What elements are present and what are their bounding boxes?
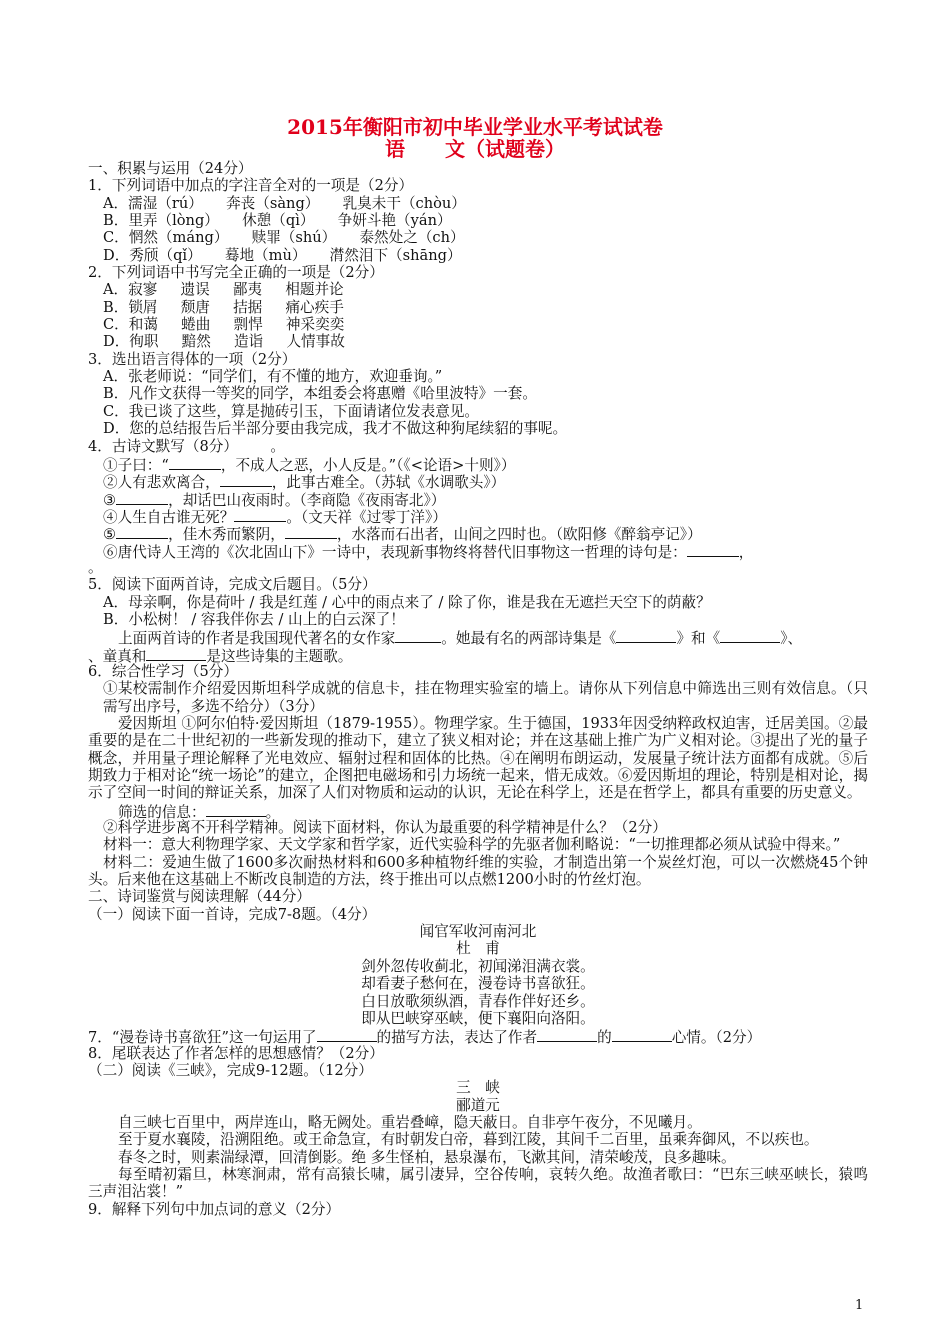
- answer-blank[interactable]: [612, 1027, 672, 1042]
- page-number: 1: [855, 1298, 864, 1313]
- dictation-item: [88, 472, 868, 492]
- fill-line: 筛选的信息： 。: [118, 803, 281, 821]
- question: 1．下列词语中加点的字注音全对的一项是（2分）: [88, 177, 414, 195]
- answer-blank[interactable]: [116, 490, 168, 505]
- answer-blank[interactable]: [234, 507, 286, 522]
- answer-blank[interactable]: [285, 524, 337, 539]
- dictation-item: [88, 524, 868, 544]
- answer-blank[interactable]: [220, 472, 272, 487]
- sub-question: ②科学进步离不开科学精神。阅读下面材料，你认为最重要的科学精神是什么？（2分）: [103, 819, 667, 837]
- poem-line: 白日放歌须纵酒，青春作伴好还乡。: [361, 992, 595, 1010]
- fill-text: 》、: [780, 630, 803, 648]
- poem-a: A．母亲啊，你是荷叶 / 我是红莲 / 心中的雨点来了 / 除了你，谁是我在无遮拦天空下的荫蔽？: [103, 593, 711, 611]
- answer-blank[interactable]: [116, 524, 168, 539]
- essay-paragraph: 自三峡七百里中，两岸连山，略无阙处。重岩叠嶂，隐天蔽日。自非亭午夜分，不见曦月。: [118, 1113, 702, 1131]
- material-one: 材料一：意大利物理学家、天文学家和哲学家，近代实验科学的先驱者伽利略说：“一切推理都必须从试验中得来。”: [103, 836, 841, 854]
- answer-blank[interactable]: [616, 628, 676, 643]
- dictation-item: [88, 455, 868, 472]
- fill-text: 筛选的信息：: [118, 803, 206, 821]
- fill-text: 上面两首诗的作者是我国现代著名的女作家: [118, 630, 396, 648]
- answer-blank[interactable]: [206, 802, 266, 817]
- fill-line: [88, 628, 868, 648]
- dictation-text: ③: [103, 491, 117, 509]
- dictation-text: ，不成人之恶，小人反是。”（《<论语>十则》）: [220, 456, 516, 474]
- sub-question: ①某校需制作介绍爱因斯坦科学成就的信息卡，挂在物理实验室的墙上。请你从下列信息中筛选出三则有效信息。（只需写出序号，多选不给分）（3分）: [103, 680, 868, 715]
- poem-line: 剑外忽传收蓟北，初闻涕泪满衣裳。: [361, 957, 595, 975]
- dictation-text: ①子曰：“: [103, 456, 169, 474]
- dictation-text: ②人有悲欢离合，: [103, 474, 220, 492]
- info-paragraph: 爱因斯坦 ①阿尔伯特·爱因斯坦（1879-1955）。物理学家。生于德国，1933年因受纳粹政权迫害，迁居美国。②最重要的是在二十世纪初的一些新发现的推动下，建立了狭义相对论；并在这基础上推广为广义相对论。③提出了光的量子概念，并用量子理论解释了光电效应、辐射过程和固体的比热。④在阐明布朗运动，发展量子统计法方面都有成就。⑤后期致力于相对论“统一场论”的建立，企图把电磁场和引力场统一起来，惜无成效。⑥爱因斯坦的理论，特别是相对论，揭示了空间一时间的辩证关系，加深了人们对物质和运动的认识，无论在科学上，还是在哲学上，都具有重要的历史意义。: [88, 715, 868, 802]
- fill-text: 》和《: [676, 630, 721, 648]
- fill-text: 、童真和: [88, 647, 147, 665]
- answer-blank[interactable]: [687, 542, 739, 557]
- dictation-end: 。: [88, 558, 103, 576]
- exam-subtitle: 语 文（试题卷）: [385, 137, 565, 161]
- answer-blank[interactable]: [317, 1027, 377, 1042]
- poem-line: 即从巴峡穿巫峡，便下襄阳向洛阳。: [361, 1009, 595, 1027]
- option: B．里弄（lòng） 休憩（qì） 争妍斗艳（yán）: [103, 212, 452, 230]
- option: C．和蔼 蜷曲 剽悍 神采奕奕: [103, 316, 345, 334]
- option: D．您的总结报告后半部分要由我完成，我才不做这种狗尾续貂的事呢。: [103, 420, 568, 438]
- dictation-item: [88, 542, 868, 559]
- fill-text: 7．“漫卷诗书喜欲狂”这一句运用了: [88, 1029, 317, 1047]
- poem-b: B．小松树！ / 容我伴你去 / 山上的白云深了！: [103, 610, 405, 628]
- fill-text: 的: [597, 1029, 612, 1047]
- dictation-text: ⑤: [103, 526, 117, 544]
- option: A．张老师说：“同学们，有不懂的地方，欢迎垂询。”: [103, 368, 443, 386]
- essay-title: 三 峡: [456, 1079, 500, 1097]
- question: 2．下列词语中书写完全正确的一项是（2分）: [88, 264, 384, 282]
- dictation-text: ，水落而石出者，山间之四时也。（欧阳修《醉翁亭记》）: [336, 526, 702, 544]
- answer-blank[interactable]: [537, 1027, 597, 1042]
- dictation-item: [88, 490, 868, 507]
- exam-title: 2015年衡阳市初中毕业学业水平考试试卷: [287, 115, 663, 139]
- dictation-text: ，此事古难全。（苏轼《水调歌头》）: [271, 474, 506, 492]
- essay-paragraph: 每至晴初霜旦，林寒涧肃，常有高猿长啸，属引凄异，空谷传响，哀转久绝。故渔者歌曰：“巴东三峡巫峡长，猿鸣三声泪沾裳！”: [88, 1165, 868, 1201]
- option: B．锁屑 颓唐 拮据 痛心疾手: [103, 298, 344, 316]
- option: A．寂寥 遗误 鄙夷 相题并论: [103, 281, 344, 299]
- poem-author: 杜 甫: [456, 940, 500, 958]
- sub-section-heading: （二）阅读《三峡》，完成9-12题。（12分）: [88, 1061, 373, 1079]
- dictation-text: ，佳木秀而繁阴，: [168, 526, 285, 544]
- option: D．徇职 黯然 造诣 人情事故: [103, 333, 345, 351]
- dictation-text: ，: [738, 543, 754, 561]
- essay-author: 郦道元: [456, 1096, 500, 1114]
- dictation-item: [88, 507, 868, 524]
- question: 5．阅读下面两首诗，完成文后题目。（5分）: [88, 576, 377, 594]
- question: 3．选出语言得体的一项（2分）: [88, 350, 297, 368]
- option: A．濡湿（rú） 奔丧（sàng） 乳臭未干（chòu）: [103, 194, 466, 212]
- fill-text: 是这些诗集的主题歌。: [206, 647, 353, 665]
- poem-line: 却看妻子愁何在，漫卷诗书喜欲狂。: [361, 975, 595, 993]
- fill-text: 心情。（2分）: [671, 1029, 762, 1047]
- answer-blank[interactable]: [169, 455, 221, 470]
- fill-line: [88, 646, 868, 663]
- section-heading: 一、积累与运用（24分）: [88, 160, 253, 177]
- option: C．我已谈了这些，算是抛砖引玉，下面请诸位发表意见。: [103, 402, 480, 420]
- essay-paragraph: 春冬之时，则素湍绿潭，回清倒影。绝 多生怪柏，悬泉瀑布，飞漱其间，清荣峻茂，良多趣味。: [118, 1148, 736, 1166]
- answer-blank[interactable]: [395, 628, 441, 643]
- fill-text: 的描写方法，表达了作者: [376, 1029, 538, 1047]
- fill-line: [88, 1027, 868, 1047]
- sub-section-heading: （一）阅读下面一首诗，完成7-8题。（4分）: [88, 905, 377, 923]
- section-heading: 二、诗词鉴赏与阅读理解（44分）: [88, 888, 311, 906]
- poem-title: 闻官军收河南河北: [419, 923, 537, 941]
- question: 4．古诗文默写（8分） 。: [88, 437, 285, 455]
- question: 8．尾联表达了作者怎样的思想感情？（2分）: [88, 1044, 384, 1062]
- option: D．秀颀（qǐ） 蓦地（mù） 潸然泪下（shāng）: [103, 246, 462, 264]
- dictation-text: ④人生自古谁无死？: [103, 508, 235, 526]
- essay-paragraph: 至于夏水襄陵，沿溯阻绝。或王命急宣，有时朝发白帝，暮到江陵，其间千二百里，虽乘奔御风，不以疾也。: [118, 1131, 819, 1149]
- dictation-text: ⑥唐代诗人王湾的《次北固山下》一诗中，表现新事物终将替代旧事物这一哲理的诗句是：: [103, 543, 687, 561]
- answer-blank[interactable]: [146, 646, 206, 661]
- question: 6．综合性学习（5分）: [88, 662, 238, 680]
- question: 9．解释下列句中加点词的意义（2分）: [88, 1200, 341, 1218]
- material-two: 材料二：爱迪生做了1600多次耐热材料和600多种植物纤维的实验，才制造出第一个炭丝灯泡，可以一次燃烧45个钟头。后来他在这基础上不断改良制造的方法，终于推出可以点燃1200小时的竹丝灯泡。: [88, 853, 868, 889]
- answer-blank[interactable]: [720, 628, 780, 643]
- fill-text: 。她最有名的两部诗集是《: [441, 630, 617, 648]
- exam-body: [88, 160, 868, 1218]
- option: B．凡作文获得一等奖的同学，本组委会将惠赠《哈里波特》一套。: [103, 385, 537, 403]
- option: C．惘然（máng） 赎罪（shú） 泰然处之（ch）: [103, 229, 465, 247]
- dictation-text: ，却话巴山夜雨时。（李商隐《夜雨寄北》）: [168, 491, 446, 509]
- dictation-text: 。（文天祥《过零丁洋》）: [286, 508, 447, 526]
